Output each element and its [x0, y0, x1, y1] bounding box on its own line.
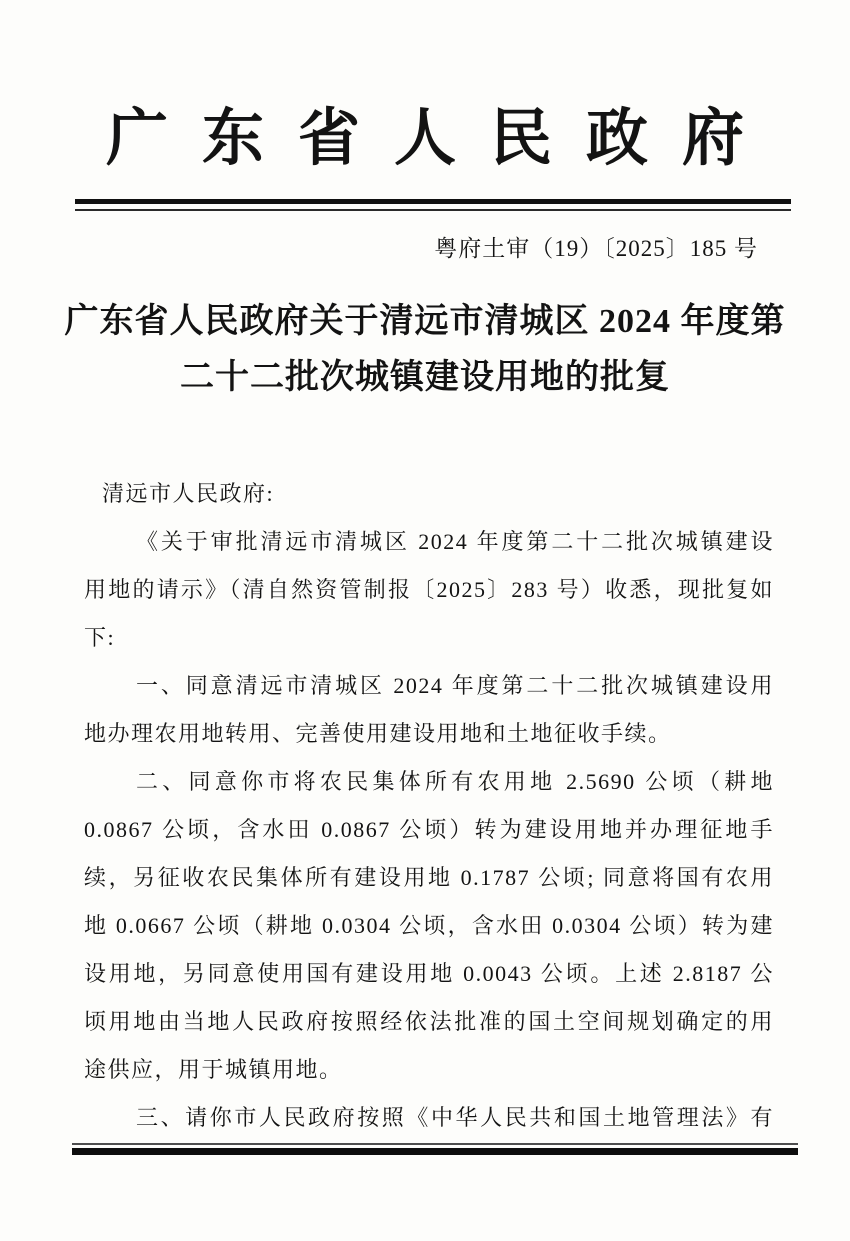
agency-letterhead: 广东省人民政府 [105, 105, 778, 173]
letterhead-rule-thick [75, 199, 791, 204]
page-bottom-rule-thin [72, 1143, 798, 1145]
document-body [84, 470, 774, 1142]
letterhead-rule [75, 199, 791, 211]
document-title-line2: 二十二批次城镇建设用地的批复 [180, 359, 670, 396]
salutation: 清远市人民政府: [102, 481, 275, 506]
document-title [0, 294, 850, 406]
document-number: 粤府土审（19）〔2025〕185 号 [434, 236, 758, 261]
body-line: 地 0.0667 公顷（耕地 0.0304 公顷，含水田 0.0304 公顷）转为建 [84, 913, 774, 938]
body-line: 0.0867 公顷，含水田 0.0867 公顷）转为建设用地并办理征地手 [84, 817, 774, 842]
letterhead-rule-thin [75, 209, 791, 211]
body-line: 设用地，另同意使用国有建设用地 0.0043 公顷。上述 2.8187 公 [84, 961, 774, 986]
body-line: 顷用地由当地人民政府按照经依法批准的国土空间规划确定的用 [84, 1009, 774, 1034]
page-bottom-rule-thick [72, 1148, 798, 1155]
body-line: 用地的请示》（清自然资管制报〔2025〕283 号）收悉，现批复如 [84, 577, 774, 602]
document-title-line1: 广东省人民政府关于清远市清城区 2024 年度第 [64, 303, 786, 340]
body-line: 三、请你市人民政府按照《中华人民共和国土地管理法》有 [136, 1105, 774, 1130]
body-line: 续，另征收农民集体所有建设用地 0.1787 公顷; 同意将国有农用 [84, 865, 774, 890]
body-line: 一、同意清远市清城区 2024 年度第二十二批次城镇建设用 [136, 673, 774, 698]
page-bottom-rule [72, 1143, 798, 1155]
body-line: 途供应，用于城镇用地。 [84, 1057, 343, 1082]
body-line: 《关于审批清远市清城区 2024 年度第二十二批次城镇建设 [136, 529, 774, 554]
body-line: 地办理农用地转用、完善使用建设用地和土地征收手续。 [84, 721, 672, 746]
body-line: 二、同意你市将农民集体所有农用地 2.5690 公顷（耕地 [136, 769, 774, 794]
body-line: 下: [84, 625, 116, 650]
